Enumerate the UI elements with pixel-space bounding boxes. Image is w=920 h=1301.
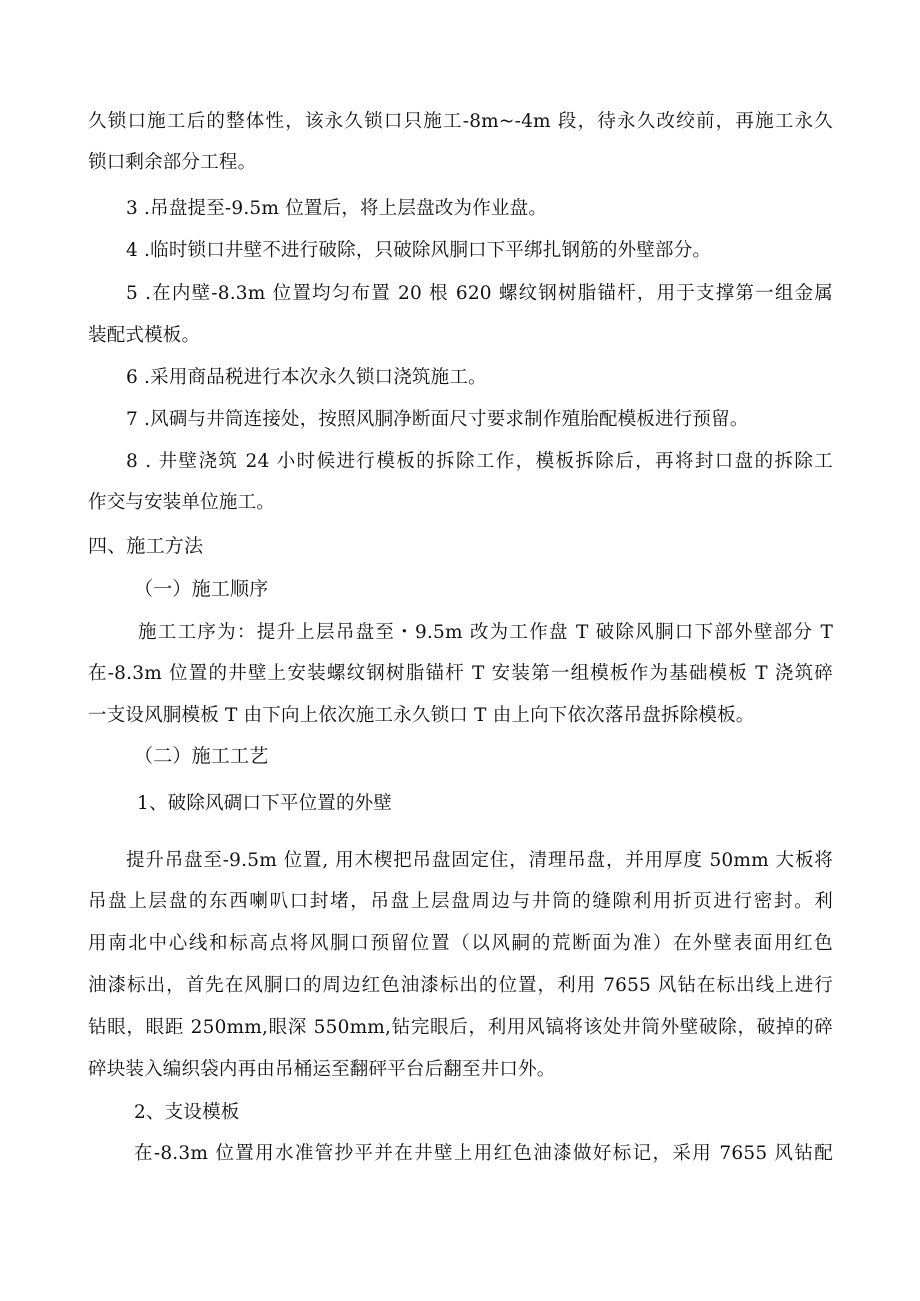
list-item-8: 8 . 井壁浇筑 24 小时候进行模板的拆除工作，模板拆除后，再将封口盘的拆除工 xyxy=(126,451,833,472)
paragraph-line: 施工工序为：提升上层吊盘至・9.5m 改为工作盘 T 破除风胴口下部外壁部分 T xyxy=(138,622,833,643)
paragraph-line: 锁口剩余部分工程。 xyxy=(88,152,257,173)
paragraph-line: 作交与安装单位施工。 xyxy=(88,492,276,513)
item-heading: 2、支设模板 xyxy=(134,1102,240,1123)
paragraph-line: 钻眼，眼距 250mm,眼深 550mm,钻完眼后，利用风镐将该处井筒外壁破除，破掉的碎 xyxy=(88,1017,833,1038)
subsection-heading: （二）施工工艺 xyxy=(134,745,269,767)
paragraph-line: 用南北中心线和标高点将风胴口预留位置（以风嗣的荒断面为准）在外壁表面用红色 xyxy=(88,933,833,954)
list-item-3: 3 .吊盘提至-9.5m 位置后，将上层盘改为作业盘。 xyxy=(126,198,548,219)
item-heading: 1、破除风碉口下平位置的外壁 xyxy=(137,793,393,814)
paragraph-line: 装配式模板。 xyxy=(88,325,201,346)
paragraph-line: 吊盘上层盘的东西喇叭口封堵，吊盘上层盘周边与井筒的缝隙利用折页进行密封。利 xyxy=(88,891,833,912)
paragraph-line: 在-8.3m 位置用水准管抄平并在井壁上用红色油漆做好标记，采用 7655 风钻配 xyxy=(134,1143,833,1164)
paragraph-line: 油漆标出，首先在风胴口的周边红色油漆标出的位置，利用 7655 风钻在标出线上进行 xyxy=(88,975,833,996)
list-item-7: 7 .风碉与井筒连接处，按照风胴净断面尺寸要求制作殖胎配模板进行预留。 xyxy=(126,409,749,430)
paragraph-line: 提升吊盘至-9.5m 位置, 用木楔把吊盘固定住，清理吊盘，并用厚度 50mm 大板将 xyxy=(126,850,833,871)
list-item-6: 6 .采用商品税进行本次永久锁口浇筑施工。 xyxy=(126,367,487,388)
paragraph-line: 久锁口施工后的整体性，该永久锁口只施工-8m~-4m 段，待永久改绞前，再施工永久 xyxy=(88,111,833,132)
paragraph-line: 在-8.3m 位置的井壁上安装螺纹钢树脂锚杆 T 安装第一组模板作为基础模板 T 浇筑碎 xyxy=(88,663,833,684)
paragraph-line: 碎块装入编织袋内再由吊桶运至翻砰平台后翻至井口外。 xyxy=(88,1059,556,1080)
list-item-5: 5 .在内壁-8.3m 位置均匀布置 20 根 620 螺纹钢树脂锚杆，用于支撑第一组金属 xyxy=(126,283,833,304)
section-heading: 四、施工方法 xyxy=(88,535,204,557)
subsection-heading: （一）施工顺序 xyxy=(134,578,269,600)
list-item-4: 4 .临时锁口井壁不进行破除，只破除风胴口下平绑扎钢筋的外壁部分。 xyxy=(126,240,712,261)
paragraph-line: 一支设风胴模板 T 由下向上依次施工永久锁口 T 由上向下依次落吊盘拆除模板。 xyxy=(88,705,755,726)
